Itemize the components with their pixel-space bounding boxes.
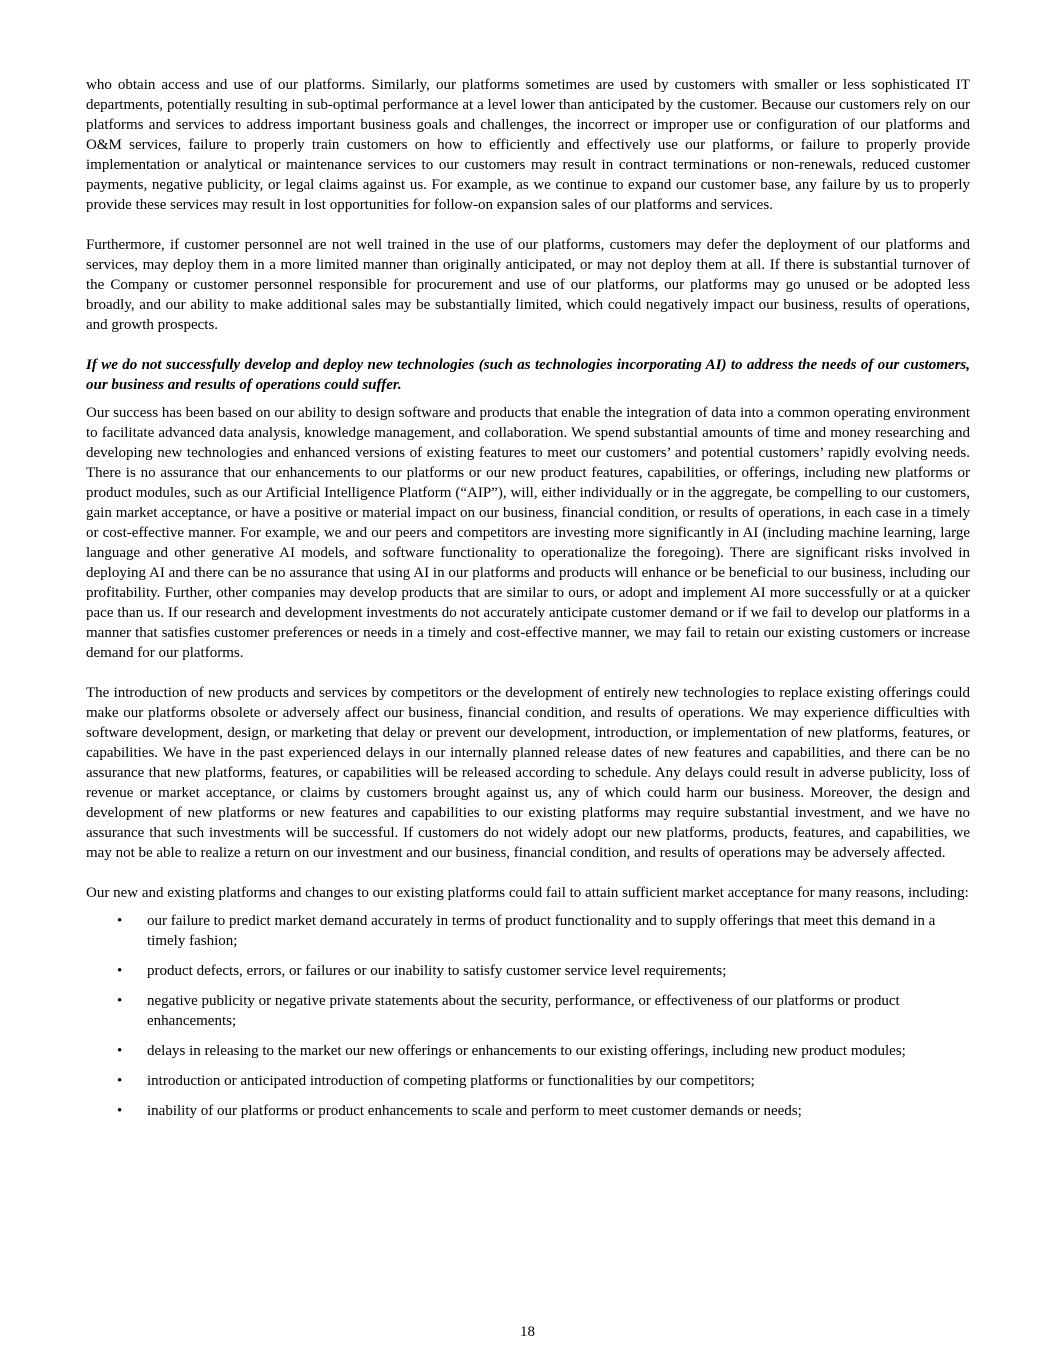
paragraph-1: who obtain access and use of our platforms. Similarly, our platforms sometimes are used by customers with smaller or less sophisticated IT departments, potentially resulting in sub-optimal performance at a level lower than anticipated by the customer. Because our customers rely on our platforms and services to address important business goals and challenges, the incorrect or improper use or configuration of our platforms and O&M services, failure to properly train customers on how to efficiently and effectively use our platforms, or failure to properly provide implementation or analytical or maintenance services to our customers may result in contract terminations or non-renewals, reduced customer payments, negative publicity, or legal claims against us. For example, as we continue to expand our customer base, any failure by us to properly provide these services may result in lost opportunities for follow-on expansion sales of our platforms and services. xyxy=(86,77,970,213)
list-item xyxy=(86,1041,970,1061)
list-item xyxy=(86,991,970,1031)
bullet-icon: • xyxy=(117,1103,123,1119)
bullet-icon: • xyxy=(117,913,123,929)
list-item xyxy=(86,911,970,951)
paragraph-3: Our success has been based on our ability to design software and products that enable the integration of data into a common operating environment to facilitate advanced data analysis, knowledge management, and collaboration. We spend substantial amounts of time and money researching and developing new technologies and enhanced versions of existing features to meet our customers’ and potential customers’ rapidly evolving needs. There is no assurance that our enhancements to our platforms or our new product features, capabilities, or offerings, including new platforms or product modules, such as our Artificial Intelligence Platform (“AIP”), will, either individually or in the aggregate, be compelling to our customers, gain market acceptance, or have a positive or material impact on our business, financial condition, or results of operations, in each case in a timely or cost-effective manner. For example, we and our peers and competitors are investing more significantly in AI (including machine learning, large language and other generative AI models, and software functionality to operationalize the foregoing). There are significant risks involved in deploying AI and there can be no assurance that using AI in our platforms and products will enhance or be beneficial to our business, including our profitability. Further, other companies may develop products that are similar to ours, or adopt and implement AI more successfully or at a quicker pace than us. If our research and development investments do not accurately anticipate customer demand or if we fail to develop our platforms in a manner that satisfies customer preferences or needs in a timely and cost-effective manner, we may fail to retain our existing customers or increase demand for our platforms. xyxy=(86,405,970,661)
list-item xyxy=(86,1071,970,1091)
bullet-list xyxy=(86,911,970,1121)
list-item-text: inability of our platforms or product enhancements to scale and perform to meet customer demands or needs; xyxy=(147,1103,802,1119)
list-item xyxy=(86,961,970,981)
section-heading: If we do not successfully develop and deploy new technologies (such as technologies incorporating AI) to address the needs of our customers, our business and results of operations could suffer. xyxy=(86,357,970,393)
list-item-text: product defects, errors, or failures or our inability to satisfy customer service level requirements; xyxy=(147,963,727,979)
list-item xyxy=(86,1101,970,1121)
list-item-text: introduction or anticipated introduction of competing platforms or functionalities by our competitors; xyxy=(147,1073,755,1089)
bullet-icon: • xyxy=(117,963,123,979)
document-body xyxy=(86,75,970,1131)
list-item-text: negative publicity or negative private statements about the security, performance, or effectiveness of our platforms or product enhancements; xyxy=(147,993,900,1029)
bullet-icon: • xyxy=(117,1073,123,1089)
paragraph-4: The introduction of new products and services by competitors or the development of entirely new technologies to replace existing offerings could make our platforms obsolete or adversely affect our business, financial condition, and results of operations. We may experience difficulties with software development, design, or marketing that delay or prevent our development, introduction, or implementation of new platforms, features, or capabilities. We have in the past experienced delays in our internally planned release dates of new features and capabilities, and there can be no assurance that new platforms, features, or capabilities will be released according to schedule. Any delays could result in adverse publicity, loss of revenue or market acceptance, or claims by customers brought against us, any of which could harm our business. Moreover, the design and development of new platforms or new features and capabilities to our existing platforms may require substantial investment, and we have no assurance that such investments will be successful. If customers do not widely adopt our new platforms, products, features, and capabilities, we may not be able to realize a return on our investment and our business, financial condition, and results of operations may be adversely affected. xyxy=(86,685,970,861)
list-item-text: delays in releasing to the market our new offerings or enhancements to our existing offerings, including new product modules; xyxy=(147,1043,906,1059)
paragraph-5: Our new and existing platforms and changes to our existing platforms could fail to attain sufficient market acceptance for many reasons, including: xyxy=(86,885,969,901)
page-number: 18 xyxy=(520,1324,535,1340)
bullet-icon: • xyxy=(117,993,123,1009)
bullet-icon: • xyxy=(117,1043,123,1059)
list-item-text: our failure to predict market demand accurately in terms of product functionality and to supply offerings that meet this demand in a timely fashion; xyxy=(147,913,936,949)
paragraph-2: Furthermore, if customer personnel are not well trained in the use of our platforms, customers may defer the deployment of our platforms and services, may deploy them in a more limited manner than originally anticipated, or may not deploy them at all. If there is substantial turnover of the Company or customer personnel responsible for procurement and use of our platforms, our platforms may go unused or be adopted less broadly, and our ability to make additional sales may be substantially limited, which could negatively impact our business, results of operations, and growth prospects. xyxy=(86,237,970,333)
